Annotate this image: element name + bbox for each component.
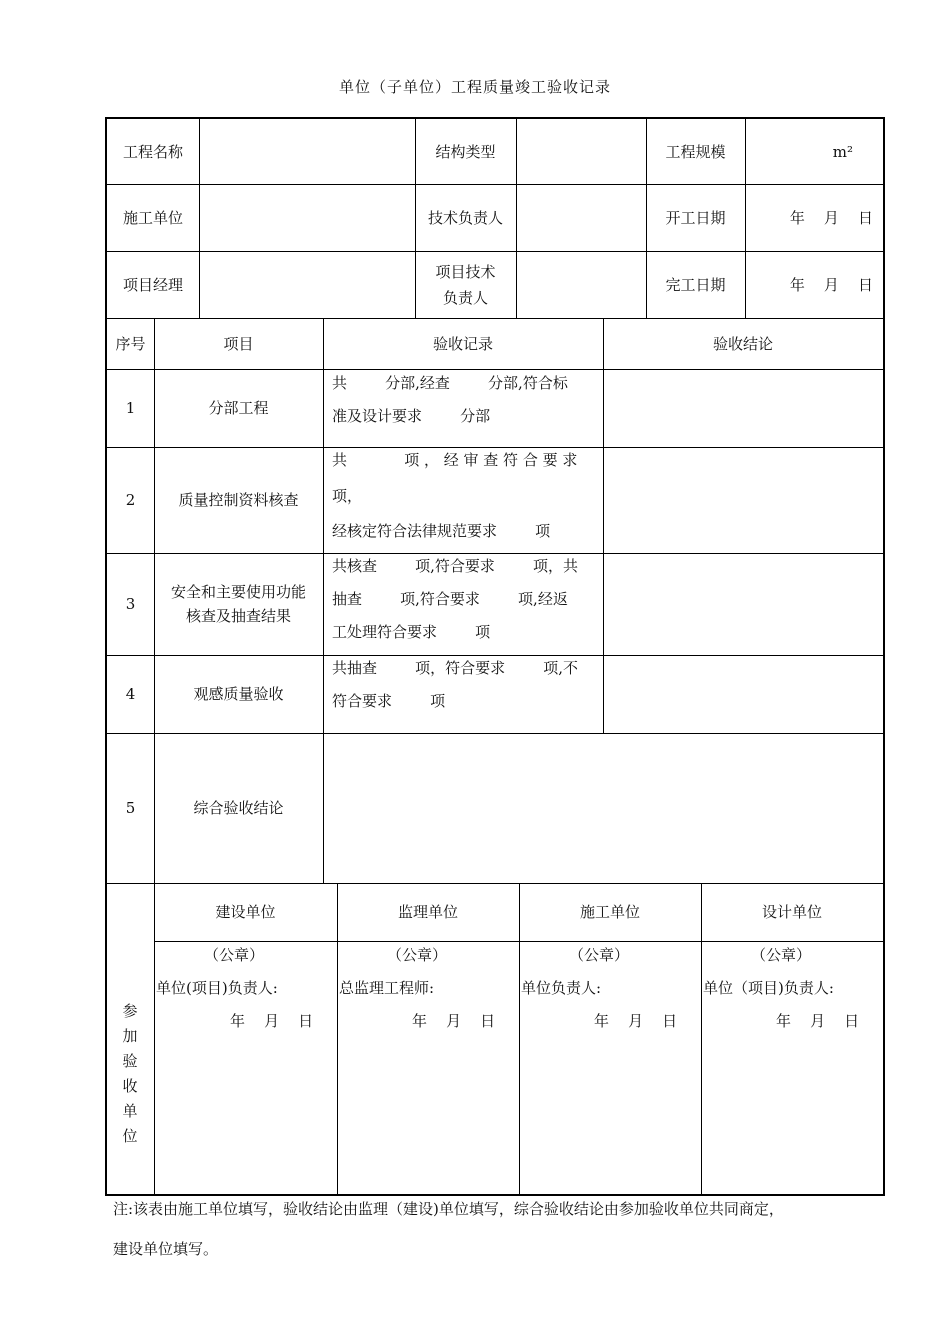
sign-date: 年 月 日	[230, 1012, 314, 1030]
record-line: 共 分部,经查 分部,符合标	[332, 374, 568, 392]
contractor-label: 施工单位	[122, 208, 183, 227]
conclusion-field[interactable]	[603, 655, 883, 733]
end-date-label: 完工日期	[665, 275, 726, 294]
unit-supervisor-name: 监理单位	[397, 903, 458, 921]
signer-label: 单位（项目)负责人:	[703, 979, 834, 997]
record-line: 工处理符合要求 项	[332, 623, 491, 641]
sign-date: 年 月 日	[776, 1012, 860, 1030]
row-item: 综合验收结论	[193, 799, 284, 817]
row-number: 1	[125, 399, 136, 417]
proj-tech-lead-label: 项目技术 负责人	[435, 262, 496, 307]
col-header-record: 验收记录	[432, 334, 493, 353]
footnote-line-2: 建设单位填写。	[113, 1240, 219, 1258]
overall-conclusion-field[interactable]	[323, 733, 883, 883]
record-line: 经核定符合法律规范要求 项	[332, 522, 551, 540]
row-item: 安全和主要使用功能 核查及抽查结果	[170, 583, 306, 625]
record-line: 抽查 项,符合要求 项,经返	[332, 590, 568, 608]
pm-label: 项目经理	[122, 275, 183, 294]
scale-field[interactable]: m²	[832, 142, 853, 161]
signer-label: 单位(项目)负责人:	[156, 979, 278, 997]
col-header-item: 项目	[223, 334, 254, 353]
row-item: 质量控制资料核查	[178, 491, 299, 509]
row-number: 3	[125, 595, 136, 613]
col-header-no: 序号	[115, 334, 146, 353]
scale-label: 工程规模	[665, 142, 726, 161]
structure-type-label: 结构类型	[435, 142, 496, 161]
record-line: 共核查 项,符合要求 项，共	[332, 557, 579, 575]
structure-type-field[interactable]	[516, 119, 646, 184]
tech-lead-field[interactable]	[516, 184, 646, 251]
sign-date: 年 月 日	[412, 1012, 496, 1030]
row-number: 5	[125, 799, 136, 817]
project-name-label: 工程名称	[122, 142, 183, 161]
conclusion-field[interactable]	[603, 369, 883, 447]
sign-date: 年 月 日	[594, 1012, 678, 1030]
seal-label: （公章）	[387, 946, 448, 964]
form-title: 单位（子单位）工程质量竣工验收记录	[338, 78, 611, 96]
participants-side-label: 参 加 验 收 单 位	[122, 1002, 138, 1145]
record-line: 共 项 ， 经 审 查 符 合 要 求	[332, 451, 578, 469]
signer-label: 单位负责人:	[521, 979, 602, 997]
footnote-line-1: 注:该表由施工单位填写，验收结论由监理（建设)单位填写，综合验收结论由参加验收单位共同商定，	[113, 1200, 784, 1218]
acceptance-form-table	[105, 117, 885, 1196]
record-line: 共抽查 项，符合要求 项,不	[332, 659, 579, 677]
contractor-field[interactable]	[199, 184, 415, 251]
record-line: 项，	[332, 487, 363, 505]
start-date-label: 开工日期	[665, 208, 726, 227]
start-date-field[interactable]: 年 月 日	[789, 208, 873, 227]
signer-label: 总监理工程师:	[339, 979, 435, 997]
unit-contractor-name: 施工单位	[579, 903, 640, 921]
row-item: 观感质量验收	[193, 685, 284, 703]
end-date-field[interactable]: 年 月 日	[789, 275, 873, 294]
pm-field[interactable]	[199, 251, 415, 318]
conclusion-field[interactable]	[603, 447, 883, 553]
row-number: 2	[125, 491, 136, 509]
record-line: 符合要求 项	[332, 692, 446, 710]
project-name-field[interactable]	[199, 119, 415, 184]
seal-label: （公章）	[569, 946, 630, 964]
seal-label: （公章）	[751, 946, 812, 964]
conclusion-field[interactable]	[603, 553, 883, 655]
unit-owner-name: 建设单位	[215, 903, 276, 921]
tech-lead-label: 技术负责人	[427, 208, 503, 227]
row-number: 4	[125, 685, 136, 703]
record-line: 准及设计要求 分部	[332, 407, 491, 425]
seal-label: （公章）	[204, 946, 265, 964]
unit-designer-name: 设计单位	[761, 903, 822, 921]
col-header-conclusion: 验收结论	[712, 334, 773, 353]
proj-tech-lead-field[interactable]	[516, 251, 646, 318]
row-item: 分部工程	[208, 399, 269, 417]
